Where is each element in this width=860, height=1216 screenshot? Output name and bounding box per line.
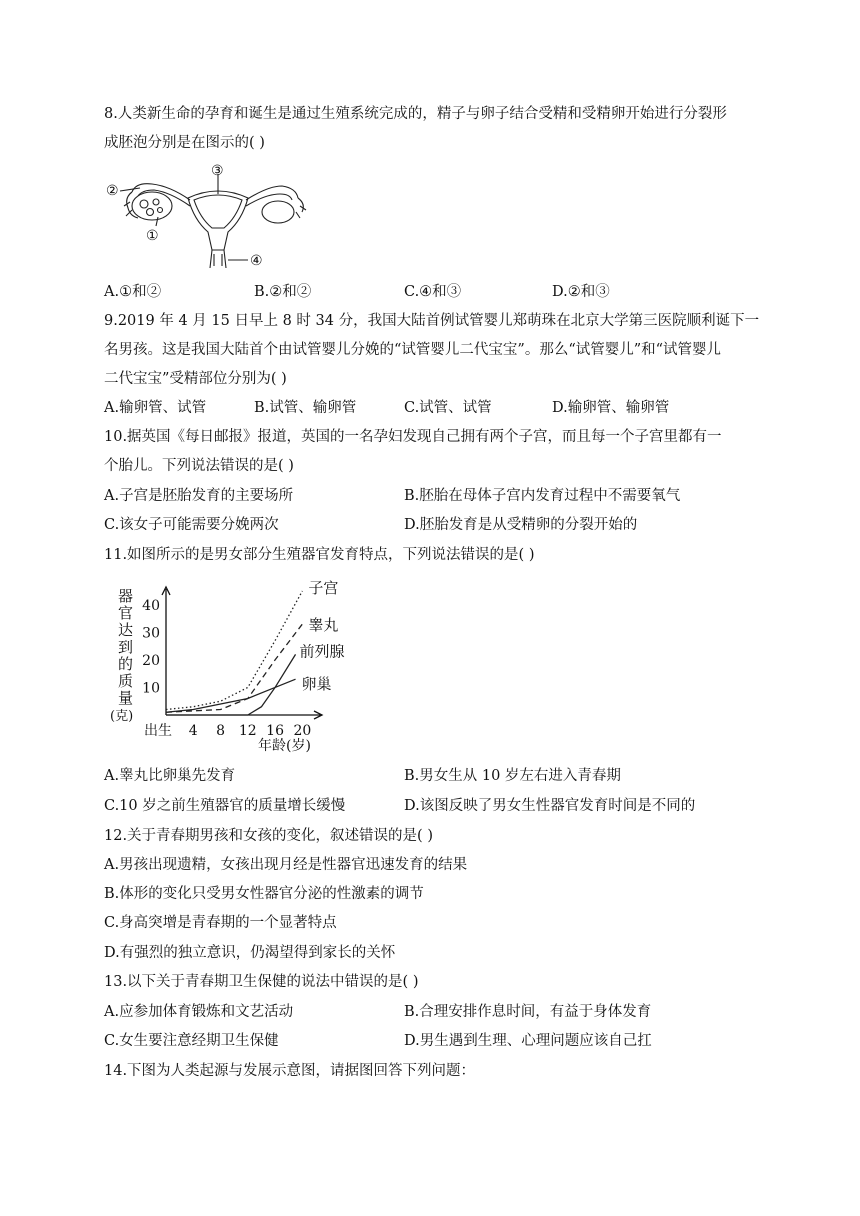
q11-option-d[interactable]: D.该图反映了男女生性器官发育时间是不同的 (404, 798, 696, 814)
x-tick-label: 4 (188, 723, 198, 739)
label-2: ② (106, 183, 119, 199)
organ-growth-chart (108, 579, 345, 755)
series-line-4 (166, 679, 296, 712)
y-label-char: 器 (118, 587, 134, 605)
q12-option-a[interactable]: A.男孩出现遗精，女孩出现月经是性器官迅速发育的结果 (104, 857, 468, 873)
q9-stem-line-1: 9.2019 年 4 月 15 日早上 8 时 34 分，我国大陆首例试管婴儿郑萌珠在北京大学第三医院顺利诞下一 (104, 313, 760, 329)
series-line-2 (166, 624, 302, 712)
x-tick-label: 12 (238, 723, 257, 739)
q9-option-c[interactable]: C.试管、试管 (404, 400, 492, 416)
y-tick-label: 20 (142, 652, 160, 669)
y-label-char: 达 (118, 621, 134, 639)
q13-option-d[interactable]: D.男生遇到生理、心理问题应该自己扛 (404, 1033, 652, 1049)
x-tick-label: 20 (293, 723, 312, 739)
x-tick-label: 16 (266, 723, 285, 739)
q10-stem-line-2: 个胎儿。下列说法错误的是( ) (104, 458, 294, 474)
q13-stem: 13.以下关于青春期卫生保健的说法中错误的是( ) (104, 974, 419, 990)
q8-option-b[interactable]: B.②和② (254, 284, 312, 300)
label-3: ③ (211, 163, 224, 179)
q9-stem-line-3: 二代宝宝”受精部位分别为( ) (104, 371, 287, 387)
x-origin-label: 出生 (144, 723, 172, 739)
series-label: 前列腺 (299, 642, 345, 661)
y-tick-label: 10 (142, 680, 160, 697)
q12-option-c[interactable]: C.身高突增是青春期的一个显著特点 (104, 915, 337, 931)
q13-option-a[interactable]: A.应参加体育锻炼和文艺活动 (104, 1004, 294, 1020)
y-label-char: 到 (118, 638, 134, 656)
q8-option-c[interactable]: C.④和③ (404, 284, 462, 300)
y-tick-label: 30 (142, 625, 160, 642)
q10-option-c[interactable]: C.该女子可能需要分娩两次 (104, 517, 279, 533)
label-1: ① (146, 228, 159, 244)
q12-stem: 12.关于青春期男孩和女孩的变化，叙述错误的是( ) (104, 828, 433, 844)
x-tick-label: 8 (216, 723, 226, 739)
q8-option-a[interactable]: A.①和② (104, 284, 162, 300)
x-axis-label: 年龄(岁) (258, 738, 311, 754)
q10-option-a[interactable]: A.子宫是胚胎发育的主要场所 (104, 488, 294, 504)
y-label-char: 官 (118, 604, 134, 622)
series-label: 子宫 (308, 579, 339, 597)
y-label-char: 量 (118, 689, 134, 707)
q10-option-d[interactable]: D.胚胎发育是从受精卵的分裂开始的 (404, 517, 638, 533)
q13-option-b[interactable]: B.合理安排作息时间，有益于身体发育 (404, 1004, 652, 1020)
series-label: 卵巢 (301, 675, 332, 694)
y-axis-label (110, 587, 133, 724)
q8-stem-line-1: 8.人类新生命的孕育和诞生是通过生殖系统完成的，精子与卵子结合受精和受精卵开始进行分裂形 (104, 106, 727, 122)
q9-option-b[interactable]: B.试管、输卵管 (254, 400, 357, 416)
q13-option-c[interactable]: C.女生要注意经期卫生保健 (104, 1033, 279, 1049)
q12-option-b[interactable]: B.体形的变化只受男女性器官分泌的性激素的调节 (104, 886, 424, 902)
q11-option-a[interactable]: A.睾丸比卵巢先发育 (104, 768, 236, 784)
female-reproductive-system-diagram (100, 162, 310, 274)
y-tick-label: 40 (142, 597, 160, 614)
y-label-unit: (克) (110, 709, 134, 724)
q11-option-b[interactable]: B.男女生从 10 岁左右进入青春期 (404, 768, 621, 784)
q14-stem: 14.下图为人类起源与发展示意图，请据图回答下列问题： (104, 1063, 476, 1079)
q9-option-a[interactable]: A.输卵管、试管 (104, 400, 207, 416)
series-label: 睾丸 (308, 616, 339, 635)
y-label-char: 的 (118, 655, 134, 673)
q8-option-d[interactable]: D.②和③ (552, 284, 610, 300)
label-4: ④ (250, 253, 263, 269)
q11-option-c[interactable]: C.10 岁之前生殖器官的质量增长缓慢 (104, 798, 346, 814)
q10-stem-line-1: 10.据英国《每日邮报》报道，英国的一名孕妇发现自己拥有两个子宫，而且每一个子宫里都有一 (104, 429, 722, 445)
y-label-char: 质 (118, 672, 134, 690)
q12-option-d[interactable]: D.有强烈的独立意识，仍渴望得到家长的关怀 (104, 945, 396, 961)
q10-option-b[interactable]: B.胚胎在母体子宫内发育过程中不需要氧气 (404, 488, 681, 504)
q9-stem-line-2: 名男孩。这是我国大陆首个由试管婴儿分娩的“试管婴儿二代宝宝”。那么“试管婴儿”和“试管婴儿 (104, 342, 722, 358)
q8-stem-line-2: 成胚泡分别是在图示的( ) (104, 135, 265, 151)
q11-stem: 11.如图所示的是男女部分生殖器官发育特点，下列说法错误的是( ) (104, 547, 535, 563)
q9-option-d[interactable]: D.输卵管、输卵管 (552, 400, 670, 416)
